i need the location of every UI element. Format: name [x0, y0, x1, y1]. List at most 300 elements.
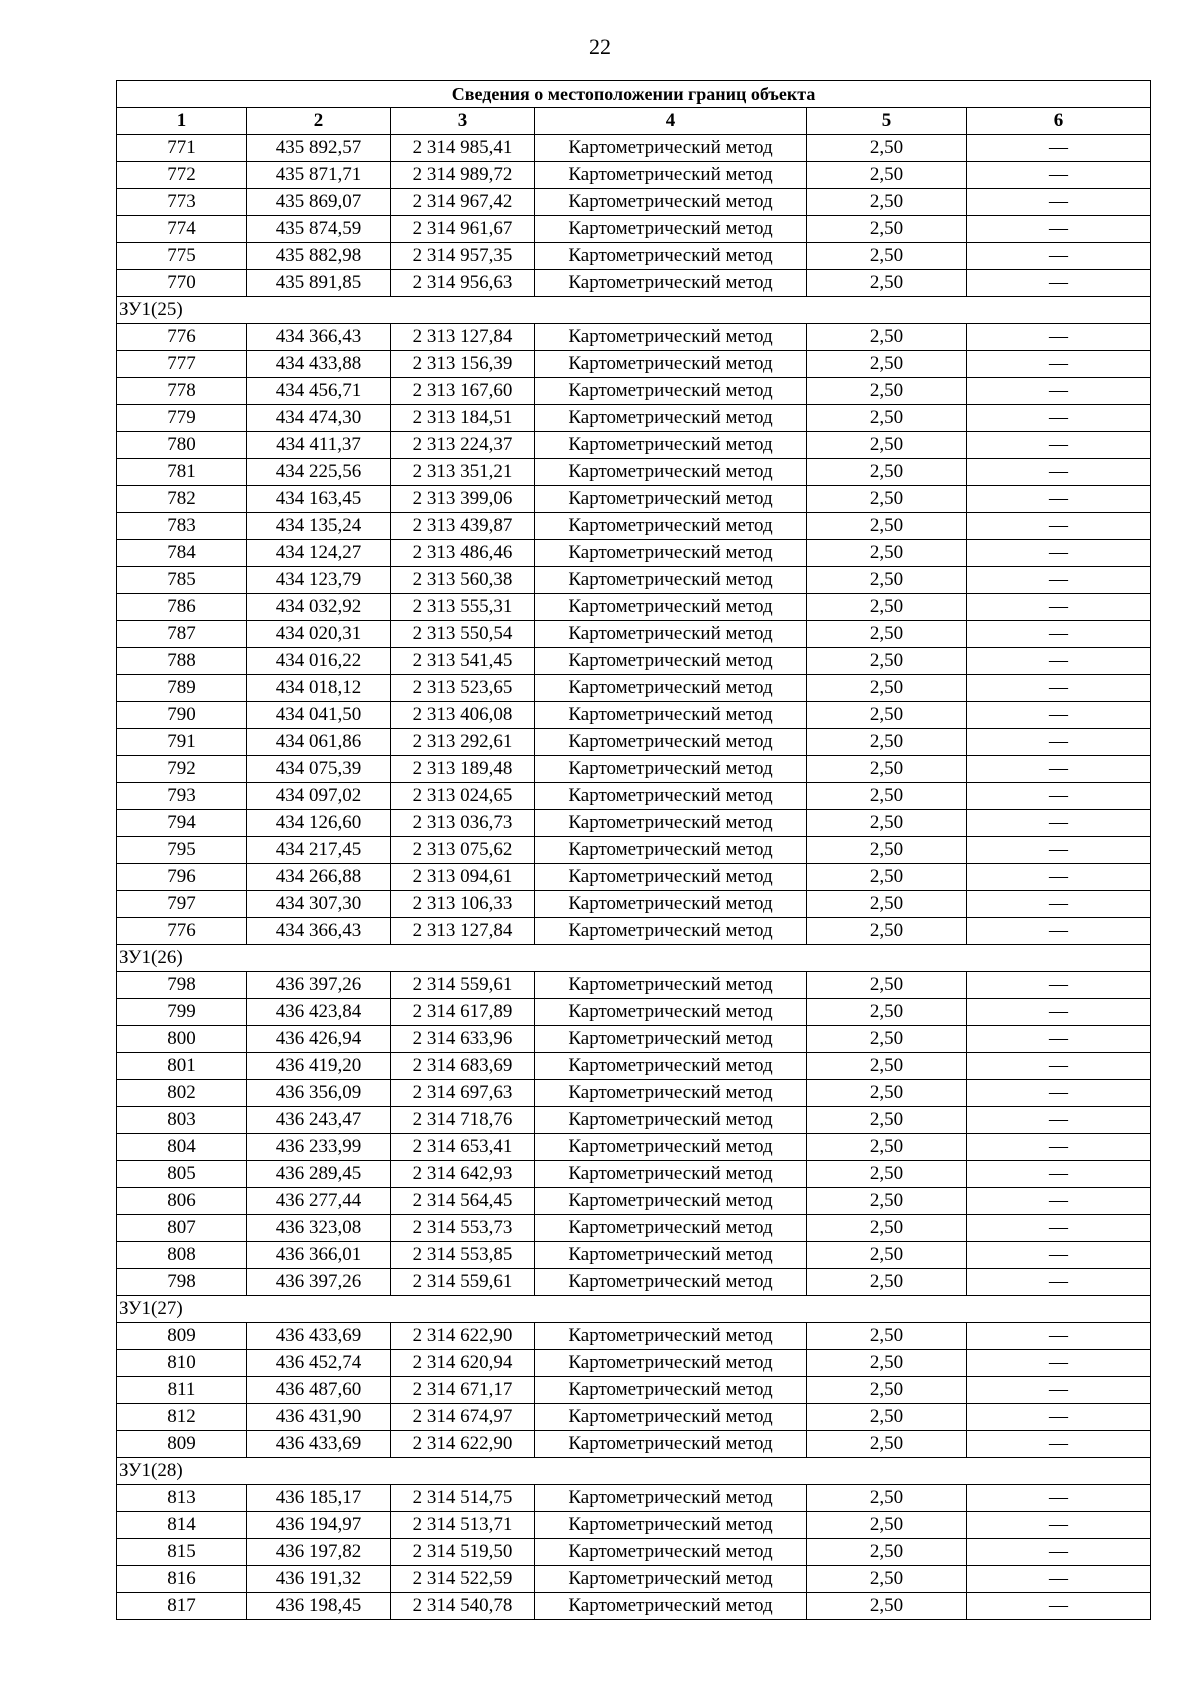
description-cell: —: [967, 378, 1151, 405]
accuracy-cell: 2,50: [807, 1188, 967, 1215]
method-cell: Картометрический метод: [535, 621, 807, 648]
table-row: [117, 486, 1151, 513]
description-cell: —: [967, 243, 1151, 270]
y-coordinate-cell: 2 313 523,65: [391, 675, 535, 702]
method-cell: Картометрический метод: [535, 270, 807, 297]
x-coordinate-cell: 436 277,44: [247, 1188, 391, 1215]
method-cell: Картометрический метод: [535, 837, 807, 864]
accuracy-cell: 2,50: [807, 1323, 967, 1350]
y-coordinate-cell: 2 313 406,08: [391, 702, 535, 729]
accuracy-cell: 2,50: [807, 594, 967, 621]
x-coordinate-cell: 436 433,69: [247, 1431, 391, 1458]
accuracy-cell: 2,50: [807, 1512, 967, 1539]
point-number-cell: 794: [117, 810, 247, 837]
y-coordinate-cell: 2 314 513,71: [391, 1512, 535, 1539]
method-cell: Картометрический метод: [535, 918, 807, 945]
accuracy-cell: 2,50: [807, 891, 967, 918]
description-cell: —: [967, 1593, 1151, 1620]
description-cell: —: [967, 648, 1151, 675]
accuracy-cell: 2,50: [807, 1026, 967, 1053]
y-coordinate-cell: 2 313 156,39: [391, 351, 535, 378]
x-coordinate-cell: 436 243,47: [247, 1107, 391, 1134]
table-row: [117, 432, 1151, 459]
y-coordinate-cell: 2 314 683,69: [391, 1053, 535, 1080]
description-cell: —: [967, 1512, 1151, 1539]
y-coordinate-cell: 2 313 292,61: [391, 729, 535, 756]
y-coordinate-cell: 2 314 718,76: [391, 1107, 535, 1134]
x-coordinate-cell: 435 869,07: [247, 189, 391, 216]
point-number-cell: 778: [117, 378, 247, 405]
x-coordinate-cell: 434 225,56: [247, 459, 391, 486]
description-cell: —: [967, 837, 1151, 864]
table-row: [117, 1404, 1151, 1431]
y-coordinate-cell: 2 313 106,33: [391, 891, 535, 918]
accuracy-cell: 2,50: [807, 378, 967, 405]
accuracy-cell: 2,50: [807, 1080, 967, 1107]
description-cell: —: [967, 972, 1151, 999]
x-coordinate-cell: 436 197,82: [247, 1539, 391, 1566]
x-coordinate-cell: 434 020,31: [247, 621, 391, 648]
point-number-cell: 791: [117, 729, 247, 756]
description-cell: —: [967, 1485, 1151, 1512]
table-row: [117, 1323, 1151, 1350]
method-cell: Картометрический метод: [535, 1188, 807, 1215]
point-number-cell: 797: [117, 891, 247, 918]
x-coordinate-cell: 434 366,43: [247, 918, 391, 945]
column-header-2: 2: [247, 108, 391, 135]
table-row: [117, 135, 1151, 162]
method-cell: Картометрический метод: [535, 1134, 807, 1161]
method-cell: Картометрический метод: [535, 594, 807, 621]
accuracy-cell: 2,50: [807, 1431, 967, 1458]
method-cell: Картометрический метод: [535, 1323, 807, 1350]
x-coordinate-cell: 436 452,74: [247, 1350, 391, 1377]
accuracy-cell: 2,50: [807, 405, 967, 432]
x-coordinate-cell: 434 135,24: [247, 513, 391, 540]
method-cell: Картометрический метод: [535, 324, 807, 351]
description-cell: —: [967, 783, 1151, 810]
point-number-cell: 809: [117, 1431, 247, 1458]
description-cell: —: [967, 1107, 1151, 1134]
x-coordinate-cell: 434 217,45: [247, 837, 391, 864]
point-number-cell: 775: [117, 243, 247, 270]
column-header-3: 3: [391, 108, 535, 135]
method-cell: Картометрический метод: [535, 972, 807, 999]
x-coordinate-cell: 434 041,50: [247, 702, 391, 729]
point-number-cell: 803: [117, 1107, 247, 1134]
accuracy-cell: 2,50: [807, 1350, 967, 1377]
x-coordinate-cell: 434 124,27: [247, 540, 391, 567]
method-cell: Картометрический метод: [535, 1377, 807, 1404]
accuracy-cell: 2,50: [807, 729, 967, 756]
method-cell: Картометрический метод: [535, 216, 807, 243]
point-number-cell: 817: [117, 1593, 247, 1620]
x-coordinate-cell: 434 266,88: [247, 864, 391, 891]
description-cell: —: [967, 270, 1151, 297]
y-coordinate-cell: 2 313 555,31: [391, 594, 535, 621]
x-coordinate-cell: 435 882,98: [247, 243, 391, 270]
table-row: [117, 1350, 1151, 1377]
y-coordinate-cell: 2 314 671,17: [391, 1377, 535, 1404]
method-cell: Картометрический метод: [535, 513, 807, 540]
table-row: [117, 513, 1151, 540]
x-coordinate-cell: 436 191,32: [247, 1566, 391, 1593]
table-row: [117, 189, 1151, 216]
x-coordinate-cell: 436 397,26: [247, 972, 391, 999]
description-cell: —: [967, 189, 1151, 216]
point-number-cell: 789: [117, 675, 247, 702]
point-number-cell: 773: [117, 189, 247, 216]
point-number-cell: 770: [117, 270, 247, 297]
table-row: [117, 891, 1151, 918]
table-row: [117, 1593, 1151, 1620]
table-row: [117, 1134, 1151, 1161]
description-cell: —: [967, 162, 1151, 189]
column-header-1: 1: [117, 108, 247, 135]
method-cell: Картометрический метод: [535, 783, 807, 810]
table-row: [117, 729, 1151, 756]
method-cell: Картометрический метод: [535, 1593, 807, 1620]
x-coordinate-cell: 434 474,30: [247, 405, 391, 432]
y-coordinate-cell: 2 314 519,50: [391, 1539, 535, 1566]
x-coordinate-cell: 436 487,60: [247, 1377, 391, 1404]
boundary-coordinates-table: [116, 80, 1151, 1620]
x-coordinate-cell: 436 433,69: [247, 1323, 391, 1350]
x-coordinate-cell: 434 123,79: [247, 567, 391, 594]
accuracy-cell: 2,50: [807, 999, 967, 1026]
y-coordinate-cell: 2 314 961,67: [391, 216, 535, 243]
table-row: [117, 675, 1151, 702]
y-coordinate-cell: 2 314 622,90: [391, 1431, 535, 1458]
accuracy-cell: 2,50: [807, 486, 967, 513]
y-coordinate-cell: 2 314 540,78: [391, 1593, 535, 1620]
group-label: ЗУ1(27): [117, 1296, 1151, 1323]
accuracy-cell: 2,50: [807, 1593, 967, 1620]
y-coordinate-cell: 2 314 989,72: [391, 162, 535, 189]
method-cell: Картометрический метод: [535, 405, 807, 432]
table-row: [117, 324, 1151, 351]
accuracy-cell: 2,50: [807, 243, 967, 270]
method-cell: Картометрический метод: [535, 540, 807, 567]
group-row: [117, 945, 1151, 972]
x-coordinate-cell: 436 356,09: [247, 1080, 391, 1107]
accuracy-cell: 2,50: [807, 864, 967, 891]
description-cell: —: [967, 594, 1151, 621]
x-coordinate-cell: 436 423,84: [247, 999, 391, 1026]
group-row: [117, 1458, 1151, 1485]
table-row: [117, 567, 1151, 594]
y-coordinate-cell: 2 313 439,87: [391, 513, 535, 540]
method-cell: Картометрический метод: [535, 864, 807, 891]
point-number-cell: 805: [117, 1161, 247, 1188]
accuracy-cell: 2,50: [807, 1053, 967, 1080]
description-cell: —: [967, 864, 1151, 891]
point-number-cell: 800: [117, 1026, 247, 1053]
description-cell: —: [967, 1431, 1151, 1458]
table-row: [117, 621, 1151, 648]
y-coordinate-cell: 2 314 633,96: [391, 1026, 535, 1053]
point-number-cell: 771: [117, 135, 247, 162]
table-row: [117, 1188, 1151, 1215]
description-cell: —: [967, 1350, 1151, 1377]
y-coordinate-cell: 2 314 642,93: [391, 1161, 535, 1188]
table-row: [117, 1377, 1151, 1404]
point-number-cell: 799: [117, 999, 247, 1026]
table-row: [117, 351, 1151, 378]
table-row: [117, 378, 1151, 405]
point-number-cell: 802: [117, 1080, 247, 1107]
group-label: ЗУ1(26): [117, 945, 1151, 972]
accuracy-cell: 2,50: [807, 1539, 967, 1566]
accuracy-cell: 2,50: [807, 1485, 967, 1512]
table-row: [117, 1512, 1151, 1539]
method-cell: Картометрический метод: [535, 1512, 807, 1539]
y-coordinate-cell: 2 314 967,42: [391, 189, 535, 216]
table-row: [117, 405, 1151, 432]
table-row: [117, 1161, 1151, 1188]
point-number-cell: 784: [117, 540, 247, 567]
point-number-cell: 786: [117, 594, 247, 621]
y-coordinate-cell: 2 314 957,35: [391, 243, 535, 270]
point-number-cell: 796: [117, 864, 247, 891]
point-number-cell: 801: [117, 1053, 247, 1080]
x-coordinate-cell: 434 032,92: [247, 594, 391, 621]
table-row: [117, 1107, 1151, 1134]
y-coordinate-cell: 2 314 559,61: [391, 1269, 535, 1296]
method-cell: Картометрический метод: [535, 1080, 807, 1107]
x-coordinate-cell: 434 097,02: [247, 783, 391, 810]
table-row: [117, 756, 1151, 783]
table-row: [117, 270, 1151, 297]
table-row: [117, 864, 1151, 891]
accuracy-cell: 2,50: [807, 1107, 967, 1134]
point-number-cell: 813: [117, 1485, 247, 1512]
method-cell: Картометрический метод: [535, 432, 807, 459]
point-number-cell: 809: [117, 1323, 247, 1350]
table-row: [117, 1215, 1151, 1242]
y-coordinate-cell: 2 313 167,60: [391, 378, 535, 405]
x-coordinate-cell: 436 426,94: [247, 1026, 391, 1053]
point-number-cell: 798: [117, 1269, 247, 1296]
column-header-5: 5: [807, 108, 967, 135]
point-number-cell: 793: [117, 783, 247, 810]
point-number-cell: 810: [117, 1350, 247, 1377]
accuracy-cell: 2,50: [807, 1242, 967, 1269]
accuracy-cell: 2,50: [807, 1566, 967, 1593]
point-number-cell: 785: [117, 567, 247, 594]
y-coordinate-cell: 2 313 036,73: [391, 810, 535, 837]
accuracy-cell: 2,50: [807, 918, 967, 945]
x-coordinate-cell: 435 892,57: [247, 135, 391, 162]
y-coordinate-cell: 2 313 224,37: [391, 432, 535, 459]
accuracy-cell: 2,50: [807, 1404, 967, 1431]
column-header-6: 6: [967, 108, 1151, 135]
method-cell: Картометрический метод: [535, 162, 807, 189]
accuracy-cell: 2,50: [807, 459, 967, 486]
y-coordinate-cell: 2 314 620,94: [391, 1350, 535, 1377]
group-label: ЗУ1(25): [117, 297, 1151, 324]
description-cell: —: [967, 918, 1151, 945]
method-cell: Картометрический метод: [535, 1269, 807, 1296]
method-cell: Картометрический метод: [535, 1485, 807, 1512]
table-row: [117, 1242, 1151, 1269]
point-number-cell: 811: [117, 1377, 247, 1404]
table-row: [117, 810, 1151, 837]
y-coordinate-cell: 2 314 674,97: [391, 1404, 535, 1431]
description-cell: —: [967, 1188, 1151, 1215]
method-cell: Картометрический метод: [535, 378, 807, 405]
method-cell: Картометрический метод: [535, 756, 807, 783]
method-cell: Картометрический метод: [535, 135, 807, 162]
accuracy-cell: 2,50: [807, 540, 967, 567]
method-cell: Картометрический метод: [535, 702, 807, 729]
method-cell: Картометрический метод: [535, 1350, 807, 1377]
point-number-cell: 814: [117, 1512, 247, 1539]
point-number-cell: 812: [117, 1404, 247, 1431]
y-coordinate-cell: 2 313 486,46: [391, 540, 535, 567]
group-row: [117, 1296, 1151, 1323]
y-coordinate-cell: 2 313 189,48: [391, 756, 535, 783]
table-row: [117, 837, 1151, 864]
group-label: ЗУ1(28): [117, 1458, 1151, 1485]
point-number-cell: 816: [117, 1566, 247, 1593]
accuracy-cell: 2,50: [807, 513, 967, 540]
x-coordinate-cell: 435 871,71: [247, 162, 391, 189]
description-cell: —: [967, 1134, 1151, 1161]
x-coordinate-cell: 434 456,71: [247, 378, 391, 405]
description-cell: —: [967, 999, 1151, 1026]
page-number: 22: [589, 34, 611, 59]
accuracy-cell: 2,50: [807, 324, 967, 351]
description-cell: —: [967, 216, 1151, 243]
description-cell: —: [967, 1053, 1151, 1080]
table-row: [117, 162, 1151, 189]
description-cell: —: [967, 1566, 1151, 1593]
point-number-cell: 798: [117, 972, 247, 999]
accuracy-cell: 2,50: [807, 783, 967, 810]
method-cell: Картометрический метод: [535, 189, 807, 216]
table-row: [117, 1485, 1151, 1512]
description-cell: —: [967, 891, 1151, 918]
y-coordinate-cell: 2 313 351,21: [391, 459, 535, 486]
accuracy-cell: 2,50: [807, 567, 967, 594]
point-number-cell: 806: [117, 1188, 247, 1215]
y-coordinate-cell: 2 314 553,85: [391, 1242, 535, 1269]
point-number-cell: 776: [117, 324, 247, 351]
y-coordinate-cell: 2 313 127,84: [391, 918, 535, 945]
x-coordinate-cell: 436 194,97: [247, 1512, 391, 1539]
method-cell: Картометрический метод: [535, 486, 807, 513]
description-cell: —: [967, 756, 1151, 783]
method-cell: Картометрический метод: [535, 1404, 807, 1431]
x-coordinate-cell: 435 874,59: [247, 216, 391, 243]
x-coordinate-cell: 434 366,43: [247, 324, 391, 351]
description-cell: —: [967, 351, 1151, 378]
description-cell: —: [967, 567, 1151, 594]
table-row: [117, 783, 1151, 810]
method-cell: Картометрический метод: [535, 1161, 807, 1188]
description-cell: —: [967, 540, 1151, 567]
table-row: [117, 594, 1151, 621]
y-coordinate-cell: 2 314 622,90: [391, 1323, 535, 1350]
table-row: [117, 1566, 1151, 1593]
y-coordinate-cell: 2 313 184,51: [391, 405, 535, 432]
description-cell: —: [967, 486, 1151, 513]
x-coordinate-cell: 436 397,26: [247, 1269, 391, 1296]
description-cell: —: [967, 1404, 1151, 1431]
group-row: [117, 297, 1151, 324]
table-row: [117, 702, 1151, 729]
x-coordinate-cell: 434 411,37: [247, 432, 391, 459]
y-coordinate-cell: 2 314 653,41: [391, 1134, 535, 1161]
method-cell: Картометрический метод: [535, 810, 807, 837]
description-cell: —: [967, 459, 1151, 486]
y-coordinate-cell: 2 314 956,63: [391, 270, 535, 297]
accuracy-cell: 2,50: [807, 675, 967, 702]
description-cell: —: [967, 1215, 1151, 1242]
table-row: [117, 243, 1151, 270]
table-row: [117, 1539, 1151, 1566]
y-coordinate-cell: 2 314 617,89: [391, 999, 535, 1026]
point-number-cell: 788: [117, 648, 247, 675]
method-cell: Картометрический метод: [535, 1215, 807, 1242]
y-coordinate-cell: 2 314 514,75: [391, 1485, 535, 1512]
x-coordinate-cell: 436 289,45: [247, 1161, 391, 1188]
table-row: [117, 1026, 1151, 1053]
method-cell: Картометрический метод: [535, 999, 807, 1026]
column-header-row: [117, 108, 1151, 135]
accuracy-cell: 2,50: [807, 1377, 967, 1404]
method-cell: Картометрический метод: [535, 675, 807, 702]
y-coordinate-cell: 2 313 024,65: [391, 783, 535, 810]
table-row: [117, 972, 1151, 999]
method-cell: Картометрический метод: [535, 1053, 807, 1080]
x-coordinate-cell: 434 163,45: [247, 486, 391, 513]
table-row: [117, 1431, 1151, 1458]
accuracy-cell: 2,50: [807, 972, 967, 999]
table-row: [117, 1269, 1151, 1296]
x-coordinate-cell: 434 016,22: [247, 648, 391, 675]
x-coordinate-cell: 436 366,01: [247, 1242, 391, 1269]
method-cell: Картометрический метод: [535, 648, 807, 675]
method-cell: Картометрический метод: [535, 729, 807, 756]
y-coordinate-cell: 2 313 094,61: [391, 864, 535, 891]
point-number-cell: 779: [117, 405, 247, 432]
description-cell: —: [967, 1269, 1151, 1296]
accuracy-cell: 2,50: [807, 1161, 967, 1188]
accuracy-cell: 2,50: [807, 621, 967, 648]
description-cell: —: [967, 1539, 1151, 1566]
method-cell: Картометрический метод: [535, 1431, 807, 1458]
point-number-cell: 815: [117, 1539, 247, 1566]
column-header-4: 4: [535, 108, 807, 135]
y-coordinate-cell: 2 313 075,62: [391, 837, 535, 864]
x-coordinate-cell: 434 061,86: [247, 729, 391, 756]
table-title: Сведения о местоположении границ объекта: [117, 81, 1151, 108]
y-coordinate-cell: 2 314 522,59: [391, 1566, 535, 1593]
x-coordinate-cell: 434 075,39: [247, 756, 391, 783]
y-coordinate-cell: 2 313 560,38: [391, 567, 535, 594]
description-cell: —: [967, 675, 1151, 702]
accuracy-cell: 2,50: [807, 1269, 967, 1296]
accuracy-cell: 2,50: [807, 702, 967, 729]
description-cell: —: [967, 1323, 1151, 1350]
point-number-cell: 804: [117, 1134, 247, 1161]
accuracy-cell: 2,50: [807, 1134, 967, 1161]
point-number-cell: 777: [117, 351, 247, 378]
table-row: [117, 999, 1151, 1026]
point-number-cell: 780: [117, 432, 247, 459]
